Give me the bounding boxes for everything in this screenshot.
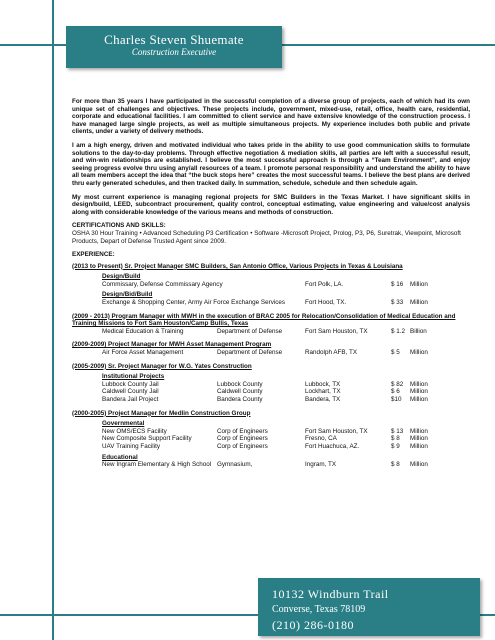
summary-paragraph: For more than 35 years I have participated in the successful completion of a diverse group of projects, each of which had its own unique set of challenges and objectives. These projects include, government, mixed-use, retail, office, health care, residential, corporate and educational facilities. I am committed to client service and have extensive knowledge of the construction process. I have managed large single projects, as well as multiple simultaneous projects. My experience includes both public and private clients, under a variety of delivery methods. [72,98,470,136]
job-title: (2013 to Present) Sr. Project Manager SMC Builders, San Antonio Office, Various Projects in Texas & Louisiana [72,262,403,270]
project-amount: $ 9 [391,442,400,450]
project-owner: Corp of Engineers [217,427,268,435]
project-location: Randolph AFB, TX [305,349,358,357]
candidate-title: Construction Executive [131,47,217,57]
candidate-name: Charles Steven Shuemate [104,32,244,47]
project-name: New Composite Support Facility [102,435,192,443]
summary-paragraph: My most current experience is managing regional projects for SMC Builders in the Texas Market. I have significant skills in design/build, LEED, subcontract procurement, quality control, conceptual estimating, value engineering and value/cost analysis along with considerable knowledge of the various means and methods of construction. [72,193,470,216]
project-unit: Million [410,280,428,288]
project-unit: Billion [410,327,427,335]
project-location: Fort Sam Houston, TX [305,327,368,335]
project-location: Bandera, TX [305,396,341,403]
project-location: Ingram, TX [305,461,337,469]
project-location: Lockhart, TX [305,388,341,396]
project-owner: Department of Defense [217,349,283,357]
project-row [72,396,470,404]
project-amount: $ 5 [391,349,400,357]
project-amount: $ 16 [391,280,404,288]
project-row [72,435,470,443]
name-banner [66,26,282,68]
contact-banner [258,578,480,636]
project-name: Medical Education & Training [102,327,184,335]
job-title: (2009 - 2013) Program Manager with MWH in the execution of BRAC 2005 for Relocation/Consolidation of Medical Education and Training Missions to Fort Sam Houston/Camp Bullis, Texas [72,312,456,328]
project-row [72,328,470,336]
vertical-rule [52,0,54,640]
job-spacer [72,335,470,339]
project-name: Exchange & Shopping Center, Army Air Force Exchange Services [102,299,286,307]
project-row [72,461,470,469]
project-unit: Million [410,349,428,357]
project-name: Bandera Jail Project [102,396,159,403]
contact-street: 10132 Windburn Trail [272,587,389,601]
project-unit: Million [410,299,428,307]
project-location: Lubbock, TX [305,380,341,388]
project-row [72,381,470,389]
project-category: Institutional Projects [102,373,165,381]
certifications-heading: CERTIFICATIONS AND SKILLS: [72,222,166,230]
project-row [72,388,470,396]
project-amount: $ 8 [391,435,400,443]
project-name: Lubbock County Jail [102,380,159,388]
project-owner: Bandera County [217,396,263,403]
project-location: Fort Huachuca, AZ. [305,442,360,450]
job-spacer [72,469,470,473]
project-category: Educational [102,453,138,461]
summary-paragraph: I am a high energy, driven and motivated individual who takes pride in the ability to use good communication skills to formulate solutions to the day-to-day problems. Through effective negotiation & mediation skills, all parties are left with a successful result, and win-win relationships are established. I believe the most successful approach is through a “Team Environment”, and enjoy seeing progress evolve thru using any/all resources of a team. I promote personal responsibility and understand the ability to have all team members accept the idea that “the buck stops here” creates the most successful teams. I believe the best plans are derived thru early generated schedules, and then tracked daily. In summation, schedule, schedule and then schedule again. [72,141,470,187]
experience-list [72,263,470,473]
project-name: Commissary, Defense Commissary Agency [102,280,223,288]
project-row [72,281,470,289]
project-unit: Million [410,388,428,396]
job-spacer [72,357,470,361]
job-title: (2000-2005) Project Manager for Medlin Construction Group [72,409,251,417]
project-category: Design/Bid/Build [102,291,153,299]
project-name: New OMS/ECS Facility [102,427,167,435]
project-row [72,443,470,451]
project-unit: Million [410,442,428,450]
project-name: Air Force Asset Management [102,349,184,357]
job-title: (2009-2009) Project Manager for MWH Asset Management Program [72,341,272,349]
project-name: New Ingram Elementary & High School [102,461,212,469]
project-owner: Corp of Engineers [217,435,268,443]
project-owner: Caldwell County [217,388,263,396]
project-row [72,428,470,436]
project-category: Design/Build [102,273,141,281]
project-name: Caldwell County Jail [102,388,159,396]
job-spacer [72,307,470,311]
project-row [72,349,470,357]
experience-heading: EXPERIENCE: [72,251,115,259]
project-unit: Million [410,435,428,443]
project-amount: $ 8 [391,461,400,469]
project-location: Fort Hood, TX. [305,299,347,307]
project-amount: $10 [391,396,402,403]
project-owner: Department of Defense [217,327,283,335]
project-location: Fort Polk, LA. [305,280,344,288]
project-category: Governmental [102,420,145,428]
project-owner: Corp of Engineers [217,442,268,450]
project-owner: Gymnasium, [217,461,253,469]
project-amount: $ 1.2 [391,327,406,335]
project-amount: $ 33 [391,299,404,307]
project-unit: Million [410,427,428,435]
certifications-text: OSHA 30 Hour Training • Advanced Scheduling P3 Certification • Software -Microsoft Project, Prolog, P3, P6, Suretrak, Viewpoint, Microsoft Products, Depart of Defense Trusted Agent since 2009. [72,229,461,245]
project-amount: $ 6 [391,388,400,396]
job-spacer [72,404,470,408]
resume-body [72,98,470,473]
project-name: UAV Training Facility [102,442,160,450]
project-unit: Million [410,461,428,469]
project-unit: Million [410,380,428,388]
project-owner: Lubbock County [217,380,263,388]
project-unit: Million [410,396,428,403]
project-amount: $ 82 [391,380,404,388]
contact-city: Converse, Texas 78109 [272,604,366,615]
project-location: Fresno, CA [305,435,337,443]
contact-phone: (210) 286-0180 [272,618,354,632]
project-location: Fort Sam Houston, TX [305,427,368,435]
job-title: (2005-2009) Sr. Project Manager for W.G. Yates Construction [72,362,252,370]
project-row [72,299,470,307]
project-amount: $ 13 [391,427,404,435]
